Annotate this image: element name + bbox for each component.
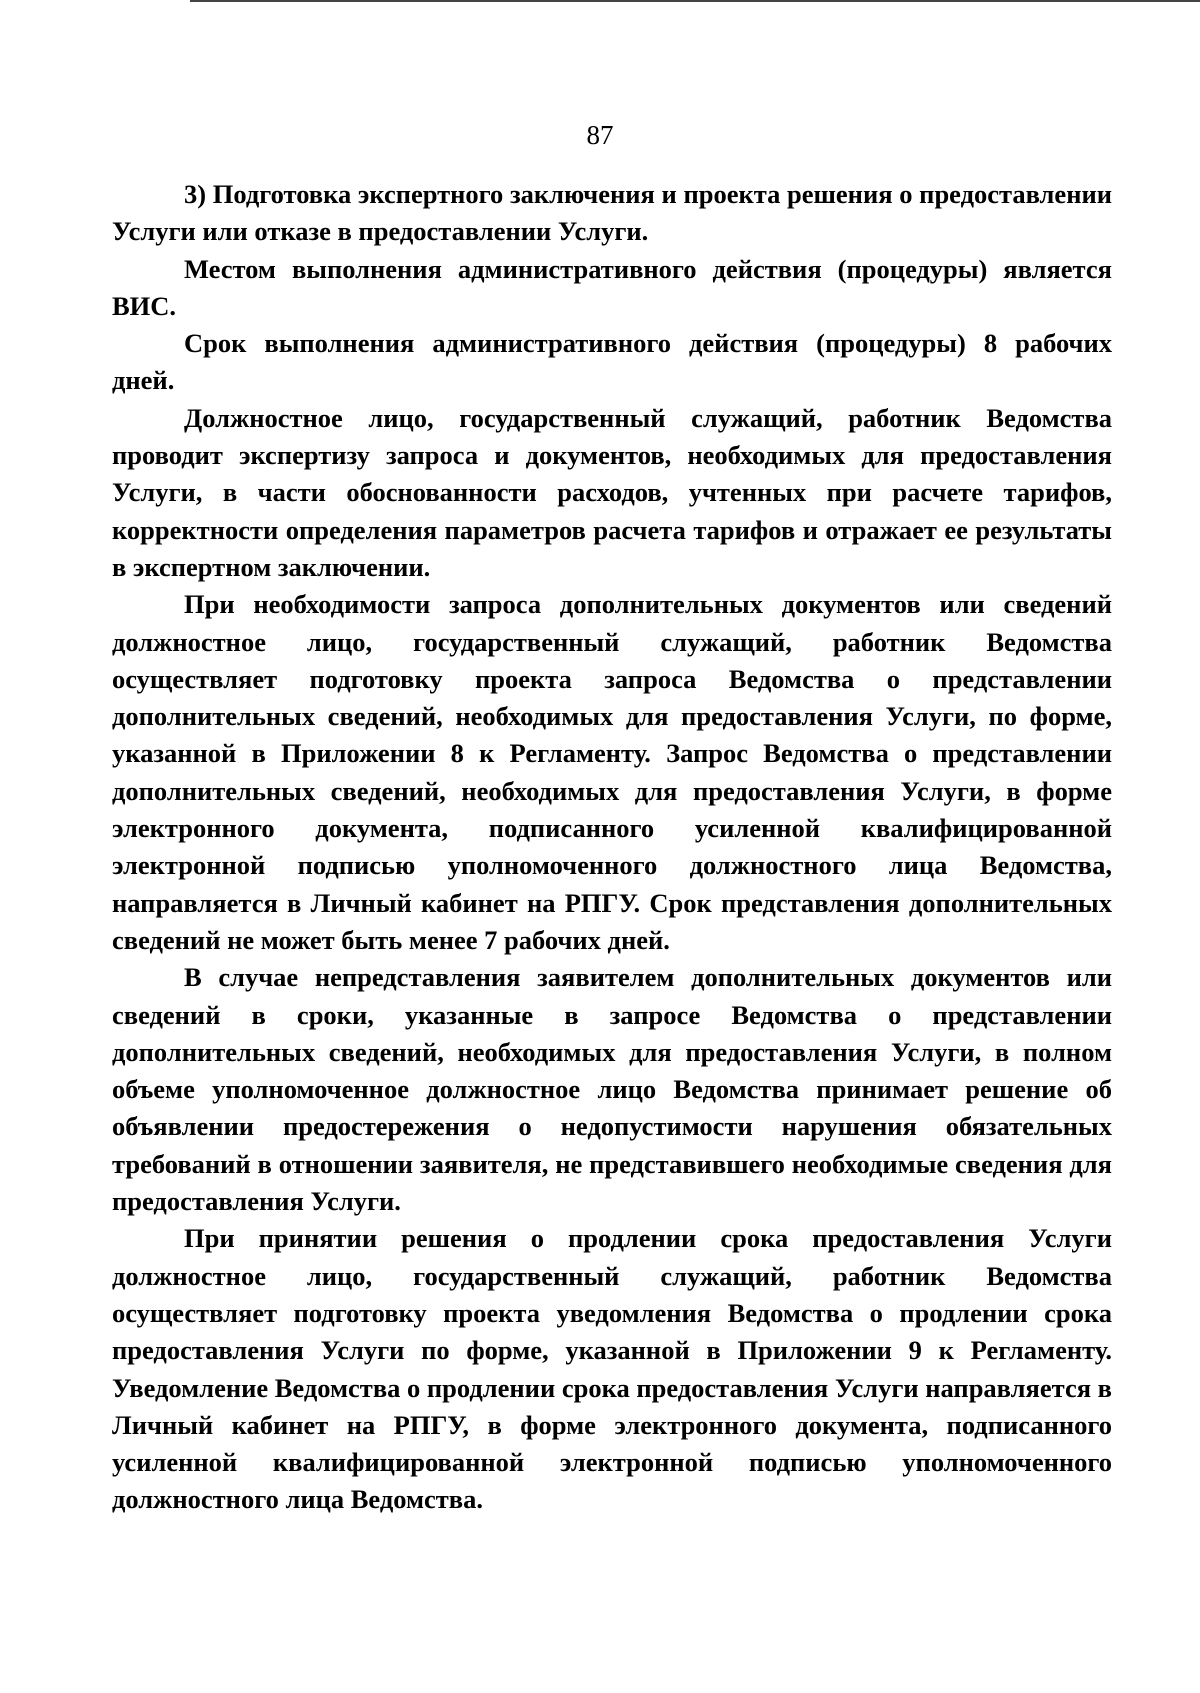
document-body [112,176,1112,1519]
paragraph-1: 3) Подготовка экспертного заключения и проекта решения о предоставлении Услуги или отказе в предоставлении Услуги. [112,179,1112,247]
paragraph-4: Должностное лицо, государственный служащий, работник Ведомства проводит экспертизу запроса и документов, необходимых для предоставления Услуги, в части обоснованности расходов, учтенных при расчете тарифов, корректности определения параметров расчета тарифов и отражает ее результаты в экспертном заключении. [112,402,1112,582]
paragraph-5: При необходимости запроса дополнительных документов или сведений должностное лицо, государственный служащий, работник Ведомства осуществляет подготовку проекта запроса Ведомства о представлении дополнительных сведений, необходимых для предоставления Услуги, по форме, указанной в Приложении 8 к Регламенту. Запрос Ведомства о представлении дополнительных сведений, необходимых для предоставления Услуги, в форме электронного документа, подписанного усиленной квалифицированной электронной подписью уполномоченного должностного лица Ведомства, направляется в Личный кабинет на РПГУ. Срок представления дополнительных сведений не может быть менее 7 рабочих дней. [112,589,1112,955]
page-number: 87 [586,120,614,150]
paragraph-7: При принятии решения о продлении срока предоставления Услуги должностное лицо, государственный служащий, работник Ведомства осуществляет подготовку проекта уведомления Ведомства о продлении срока предоставления Услуги по форме, указанной в Приложении 9 к Регламенту. Уведомление Ведомства о продлении срока предоставления Услуги направляется в Личный кабинет на РПГУ, в форме электронного документа, подписанного усиленной квалифицированной электронной подписью уполномоченного должностного лица Ведомства. [112,1223,1112,1515]
paragraph-3: Срок выполнения административного действия (процедуры) 8 рабочих дней. [112,328,1112,396]
scan-top-edge [190,0,1200,2]
paragraph-6: В случае непредставления заявителем дополнительных документов или сведений в сроки, указанные в запросе Ведомства о представлении дополнительных сведений, необходимых для предоставления Услуги, в полном объеме уполномоченное должностное лицо Ведомства принимает решение об объявлении предостережения о недопустимости нарушения обязательных требований в отношении заявителя, не представившего необходимые сведения для предоставления Услуги. [112,962,1112,1217]
paragraph-2: Местом выполнения административного действия (процедуры) является ВИС. [112,253,1112,321]
